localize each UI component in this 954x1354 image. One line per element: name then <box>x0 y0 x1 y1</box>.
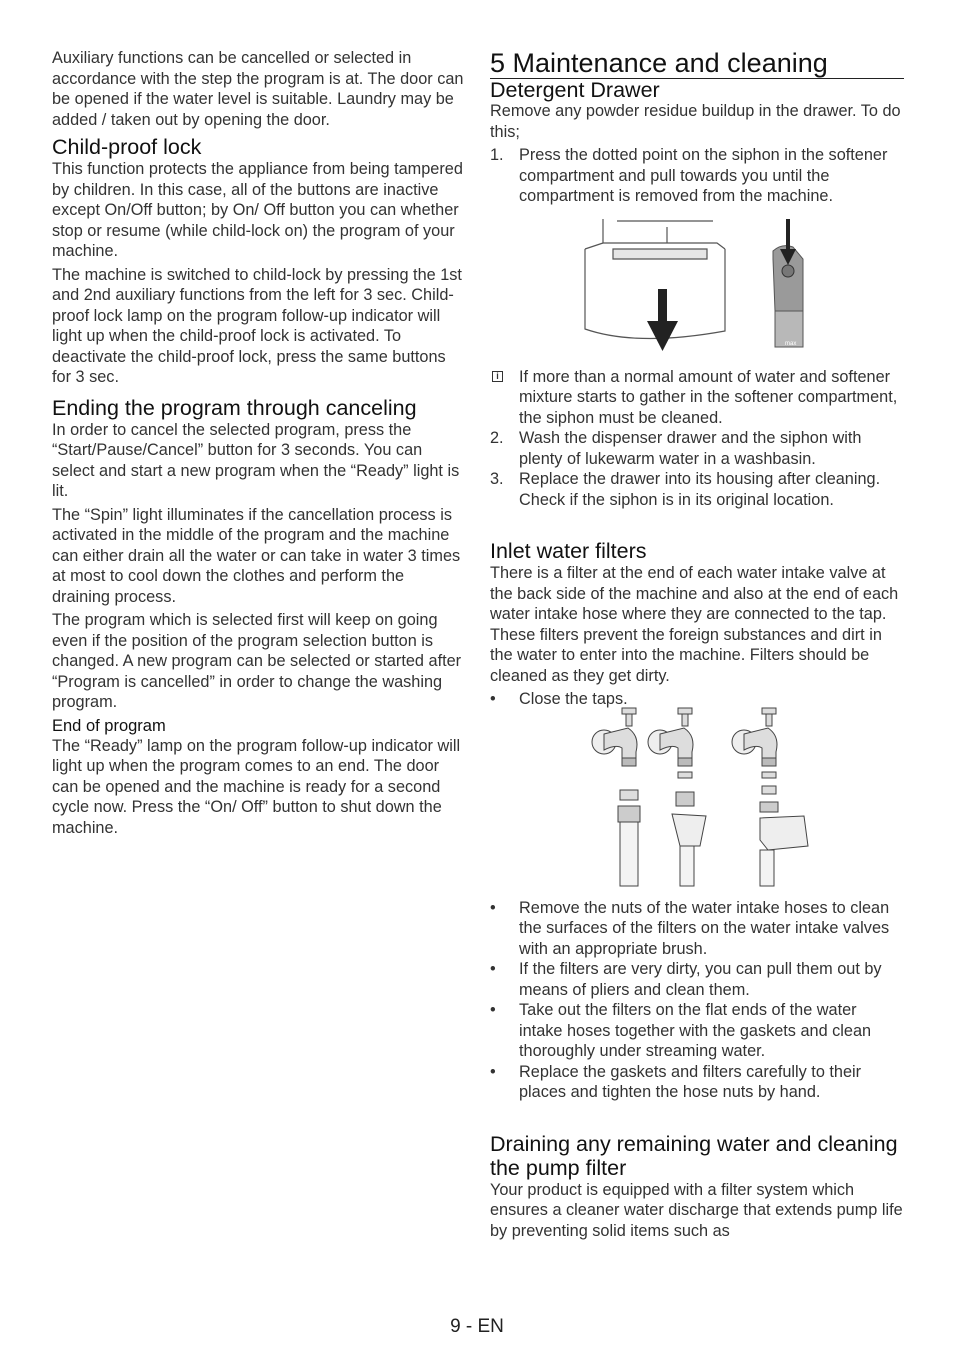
taps-filters-illustration <box>582 706 812 888</box>
bullet-text: Replace the gaskets and filters carefully to their places and tighten the hose nuts by hand. <box>519 1062 862 1101</box>
inlet-filters-heading: Inlet water filters <box>490 539 647 563</box>
bullet-text: Close the taps. <box>519 690 628 708</box>
filters-bullet-4 <box>490 1062 904 1103</box>
bullet-text: Remove the nuts of the water intake hoses to clean the surfaces of the filters on the water intake valves with an appropriate brush. <box>519 898 890 958</box>
filters-bullet-2 <box>490 959 904 1000</box>
right-column <box>490 48 904 1244</box>
step-text: Replace the drawer into its housing after cleaning. Check if the siphon is in its original location. <box>519 470 881 509</box>
step-text: Press the dotted point on the siphon in the softener compartment and pull towards you until the compartment is removed from the machine. <box>519 146 888 205</box>
pump-filter-heading: Draining any remaining water and cleaning the pump filter <box>490 1131 898 1180</box>
detergent-drawer-heading: Detergent Drawer <box>490 78 660 102</box>
end-of-program-heading: End of program <box>52 716 166 735</box>
filters-bullet-1 <box>490 898 904 960</box>
ending-program-paragraph-2: The “Spin” light illuminates if the cancellation process is activated in the middle of the program and the machine can either drain all the water or can take in water 3 times at most to cool down the clothes and perform the draining process. <box>52 505 461 606</box>
page-number: 9 - EN <box>450 1316 504 1337</box>
aux-functions-paragraph: Auxiliary functions can be cancelled or selected in accordance with the step the program is at. The door can be opened if the water level is suitable. Laundry may be added / taken out by opening the door. <box>52 49 464 129</box>
bullet-icon: • <box>490 960 496 978</box>
siphon-max-label: max <box>785 340 797 347</box>
info-text: If more than a normal amount of water and softener mixture starts to gather in the softener compartment, the siphon must be cleaned. <box>519 367 898 427</box>
bullet-icon: • <box>490 690 496 708</box>
ending-program-paragraph-1: In order to cancel the selected program, press the “Start/Pause/Cancel” button for 3 seconds. You can select and start a new program when the “Ready” light is lit. <box>52 420 460 500</box>
child-proof-lock-paragraph-1: This function protects the appliance from being tampered by children. In this case, all of the buttons are inactive except On/Off button; by On/ Off button you can whether stop or resume (while child-lock on) the program of your machine. <box>52 160 463 260</box>
bullet-icon: • <box>490 898 496 917</box>
drawer-step-2 <box>490 428 904 469</box>
left-column <box>52 48 466 841</box>
tap-left-drawing <box>592 708 640 886</box>
step-number: 1. <box>490 146 504 164</box>
child-proof-lock-paragraph-2: The machine is switched to child-lock by pressing the 1st and 2nd auxiliary functions from the left for 3 sec. Child-proof lock lamp on the program follow-up indicator will light up when the child-proof lock is activated. To deactivate the child-proof lock, press the same buttons for 3 sec. <box>52 265 462 386</box>
down-arrow-icon <box>647 289 678 351</box>
detergent-drawer-intro: Remove any powder residue buildup in the drawer. To do this; <box>490 102 901 141</box>
drawer-step-3 <box>490 469 904 510</box>
drawer-info-note <box>490 367 904 429</box>
ending-program-heading: Ending the program through canceling <box>52 395 417 420</box>
bullet-icon: • <box>490 1062 496 1081</box>
tap-right-drawing <box>732 708 808 886</box>
child-proof-lock-heading: Child-proof lock <box>52 135 202 159</box>
tap-middle-drawing <box>648 708 706 886</box>
pump-filter-intro: Your product is equipped with a filter system which ensures a cleaner water discharge that extends pump life by preventing solid items such as <box>490 1180 903 1240</box>
section-title: 5 Maintenance and cleaning <box>490 48 904 79</box>
drawer-step-1 <box>490 145 904 207</box>
filters-bullet-close-taps <box>490 689 904 710</box>
drawer-drawing <box>585 219 725 339</box>
step-text: Wash the dispenser drawer and the siphon with plenty of lukewarm water in a washbasin. <box>519 429 862 468</box>
end-of-program-paragraph: The “Ready” lamp on the program follow-up indicator will light up when the program comes to an end. The door can be opened and the machine is ready for a second cycle now. Press the “On/ Off” button to shut down the machine. <box>52 736 461 837</box>
step-number: 2. <box>490 429 504 447</box>
bullet-text: If the filters are very dirty, you can pull them out by means of pliers and clean them. <box>519 960 882 999</box>
bullet-text: Take out the filters on the flat ends of the water intake hoses together with the gaskets and clean thoroughly under streaming water. <box>519 1001 872 1060</box>
inlet-filters-intro: There is a filter at the end of each water intake valve at the back side of the machine and also at the end of each water intake hose where they are connected to the tap. These filters prevent the foreign substances and dirt in the water to enter into the machine. Filters should be cleaned as they get dirty. <box>490 564 899 685</box>
step-number: 3. <box>490 470 504 488</box>
bullet-icon: • <box>490 1001 496 1019</box>
filters-bullet-3 <box>490 1000 904 1062</box>
drawer-siphon-illustration <box>577 219 817 359</box>
ending-program-paragraph-3: The program which is selected first will keep on going even if the position of the program selection button is changed. A new program can be selected or started after “Program is cancelled” in order to change the washing program. <box>52 611 462 711</box>
info-icon: i <box>492 371 503 382</box>
